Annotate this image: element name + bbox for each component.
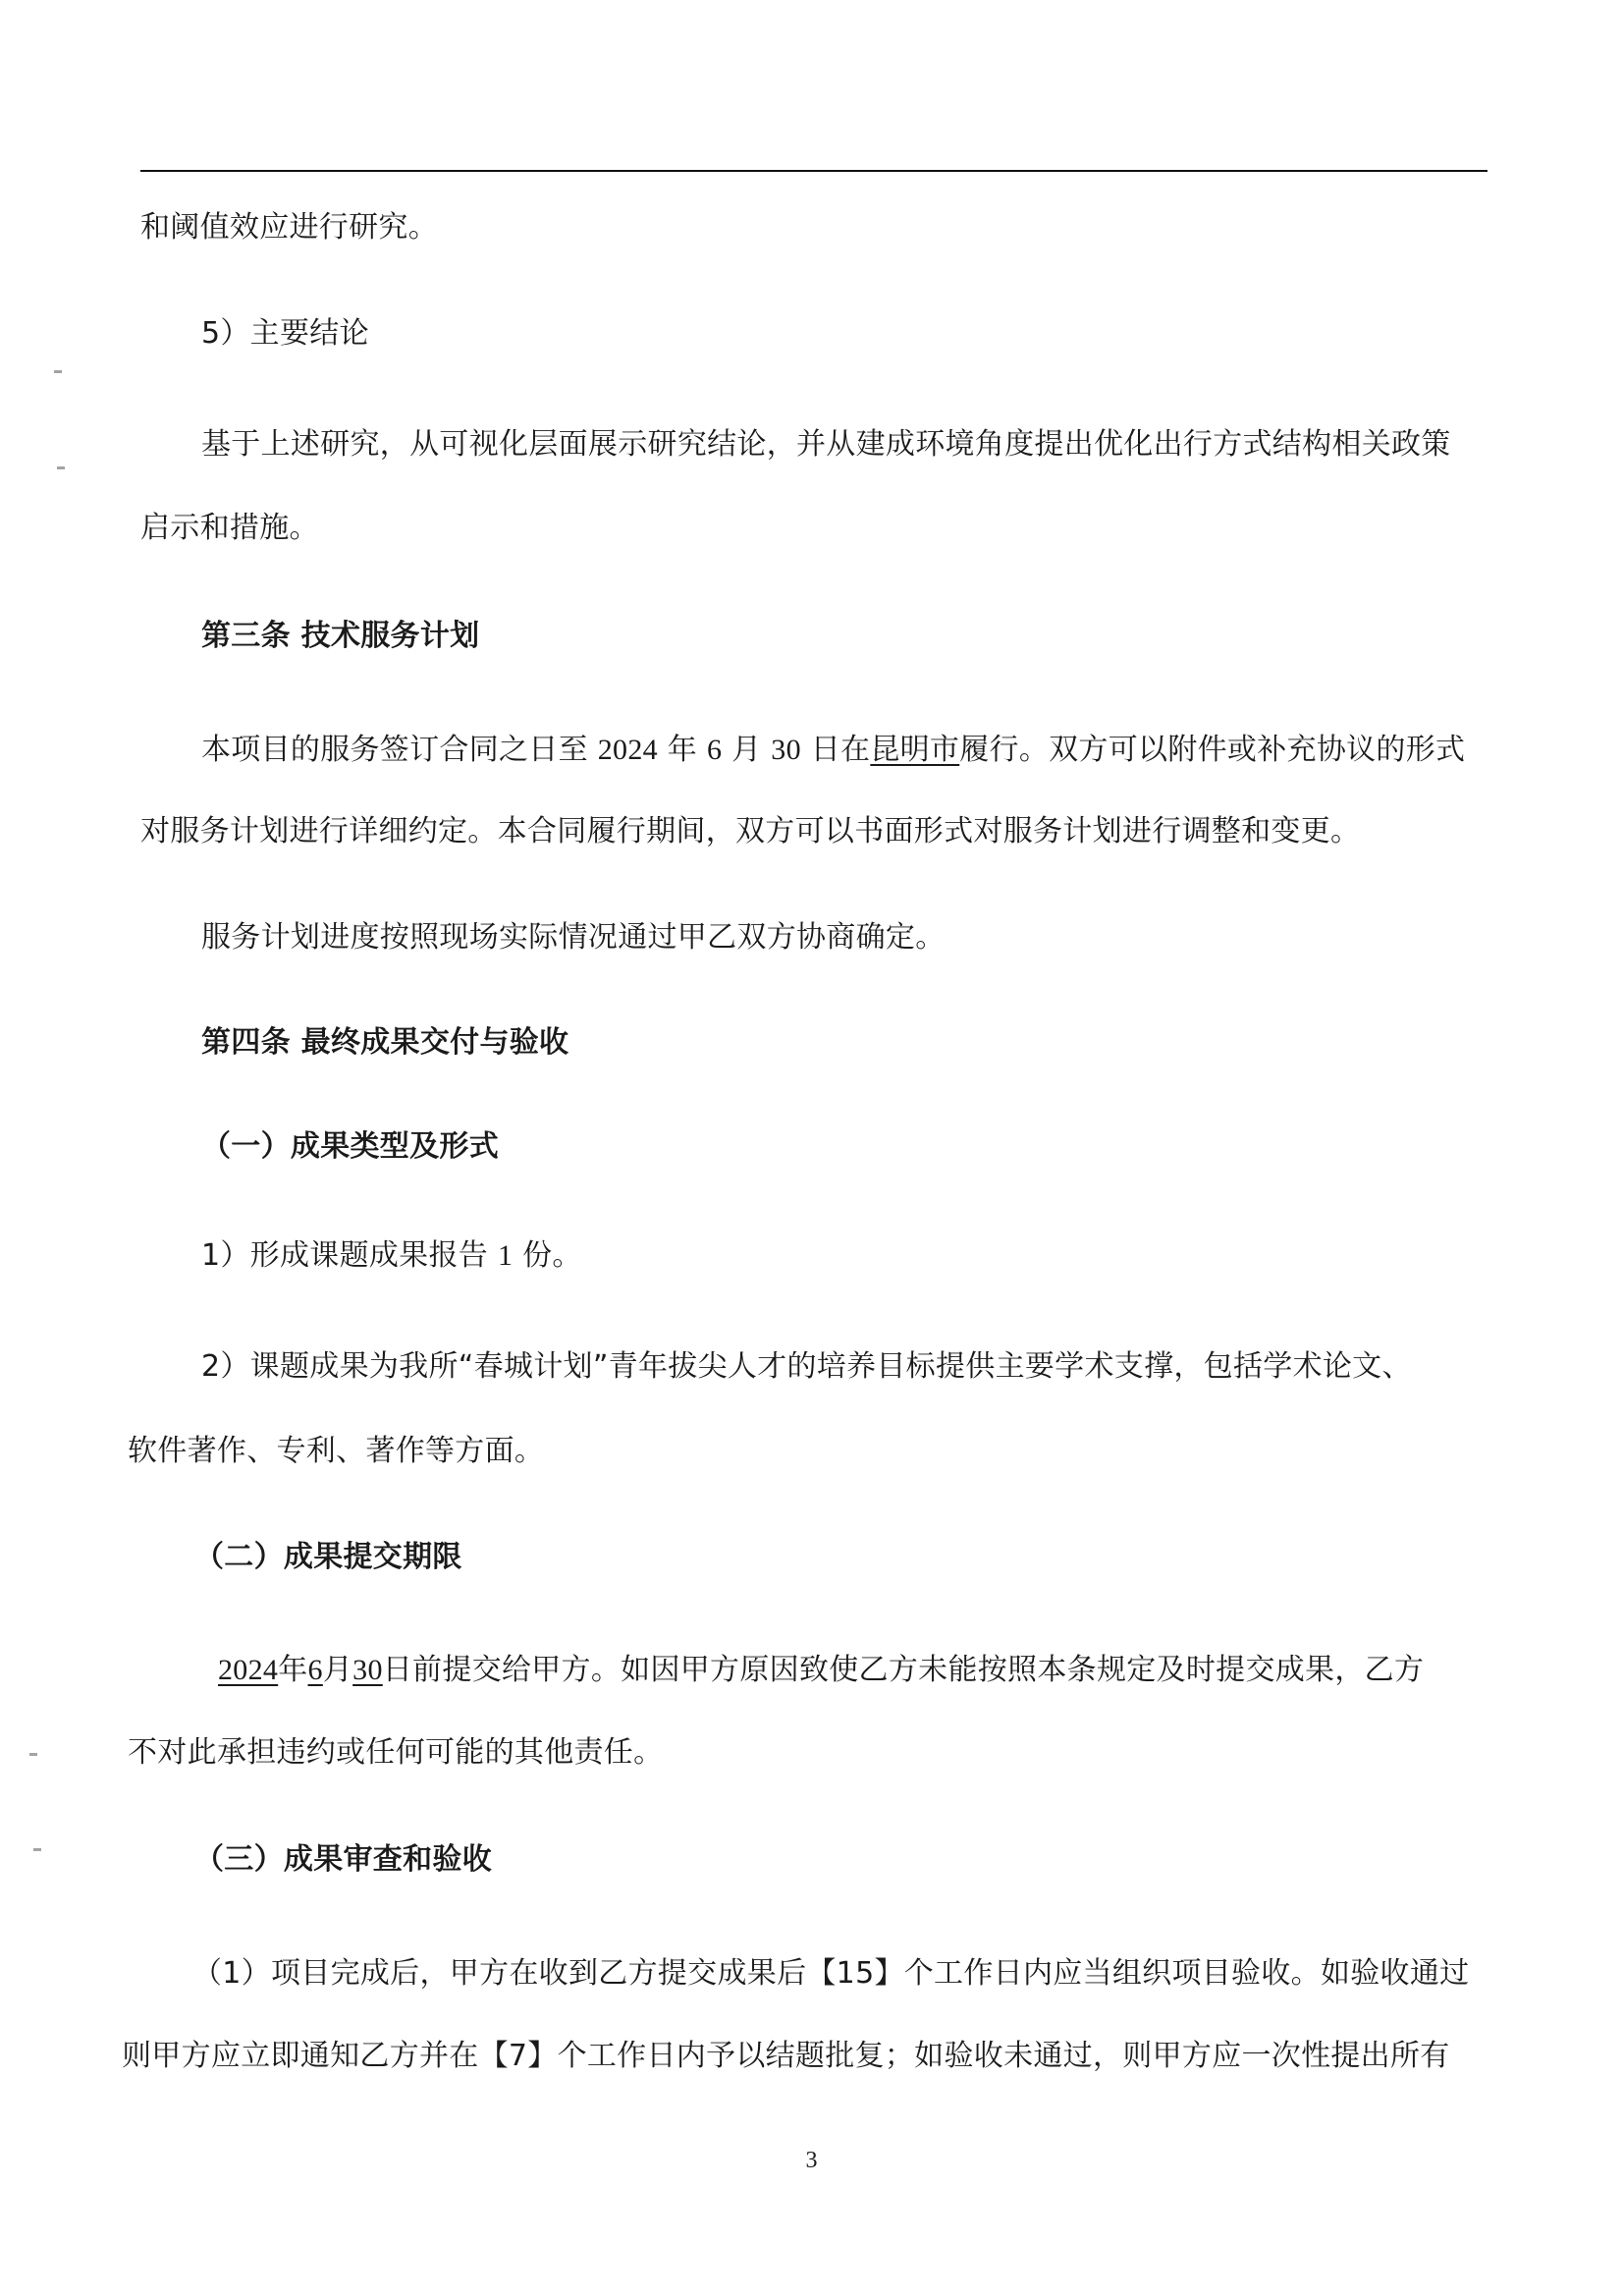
text-segment: 1）形成课题成果报告 xyxy=(201,1238,489,1273)
header-rule xyxy=(140,170,1488,172)
paragraph-acceptance-line-1: （1）项目完成后，甲方在收到乙方提交成果后【15】个工作日内应当组织项目验收。如验收通过 xyxy=(192,1956,1470,1991)
text-segment: 履行。双方可以附件或补充协议的形式 xyxy=(959,733,1466,767)
text-segment: 月 xyxy=(322,1653,353,1687)
page-number: 3 xyxy=(805,2148,818,2173)
scan-artifact xyxy=(33,1848,41,1851)
text-segment: 月 xyxy=(731,733,762,767)
paragraph-acceptance-line-2: 则甲方应立即通知乙方并在【7】个工作日内予以结题批复；如验收未通过，则甲方应一次性提出所有 xyxy=(122,2039,1450,2073)
text-segment: 日前提交给甲方。如因甲方原因致使乙方未能按照本条规定及时提交成果，乙方 xyxy=(382,1653,1425,1687)
scan-artifact xyxy=(29,1753,37,1756)
text-segment: 年 xyxy=(667,733,698,767)
paragraph-service-plan-line-2: 对服务计划进行详细约定。本合同履行期间，双方可以书面形式对服务计划进行调整和变更。 xyxy=(140,814,1361,848)
text-segment: 本项目的服务签订合同之日至 xyxy=(201,733,588,767)
list-item-report xyxy=(201,1236,582,1276)
scan-artifact xyxy=(54,370,62,373)
place-value: 昆明市 xyxy=(870,733,960,767)
section-2-heading: （二）成果提交期限 xyxy=(194,1540,462,1574)
paragraph-deadline-line-1 xyxy=(218,1651,1424,1690)
scan-artifact xyxy=(57,466,65,469)
day-value: 30 xyxy=(771,734,801,766)
deadline-day: 30 xyxy=(352,1654,383,1686)
deadline-month: 6 xyxy=(307,1654,323,1686)
paragraph-conclusion-line-2: 启示和措施。 xyxy=(140,511,319,545)
deadline-year: 2024 xyxy=(218,1654,279,1686)
text-segment: 份。 xyxy=(522,1238,582,1273)
text-segment: 年 xyxy=(278,1653,308,1687)
list-item-main-conclusion: 5）主要结论 xyxy=(201,316,369,351)
article-3-heading: 第三条 技术服务计划 xyxy=(201,619,480,653)
paragraph-deadline-line-2: 不对此承担违约或任何可能的其他责任。 xyxy=(128,1735,664,1770)
month-value: 6 xyxy=(706,734,723,766)
section-3-heading: （三）成果审查和验收 xyxy=(194,1842,492,1877)
text-segment: 日在 xyxy=(810,733,871,767)
paragraph-schedule: 服务计划进度按照现场实际情况通过甲乙双方协商确定。 xyxy=(201,920,946,955)
report-count: 1 xyxy=(497,1239,514,1272)
paragraph-continuation: 和阈值效应进行研究。 xyxy=(140,210,438,245)
section-1-heading: （一）成果类型及形式 xyxy=(201,1129,499,1164)
paragraph-conclusion-line-1: 基于上述研究，从可视化层面展示研究结论，并从建成环境角度提出优化出行方式结构相关政策 xyxy=(201,427,1451,462)
list-item-academic-support-line-2: 软件著作、专利、著作等方面。 xyxy=(128,1434,545,1468)
article-4-heading: 第四条 最终成果交付与验收 xyxy=(201,1025,569,1060)
list-item-academic-support-line-1: 2）课题成果为我所“春城计划”青年拔尖人才的培养目标提供主要学术支撑，包括学术论文、 xyxy=(201,1349,1412,1384)
paragraph-service-plan-line-1 xyxy=(201,731,1465,770)
year-value: 2024 xyxy=(597,734,658,766)
